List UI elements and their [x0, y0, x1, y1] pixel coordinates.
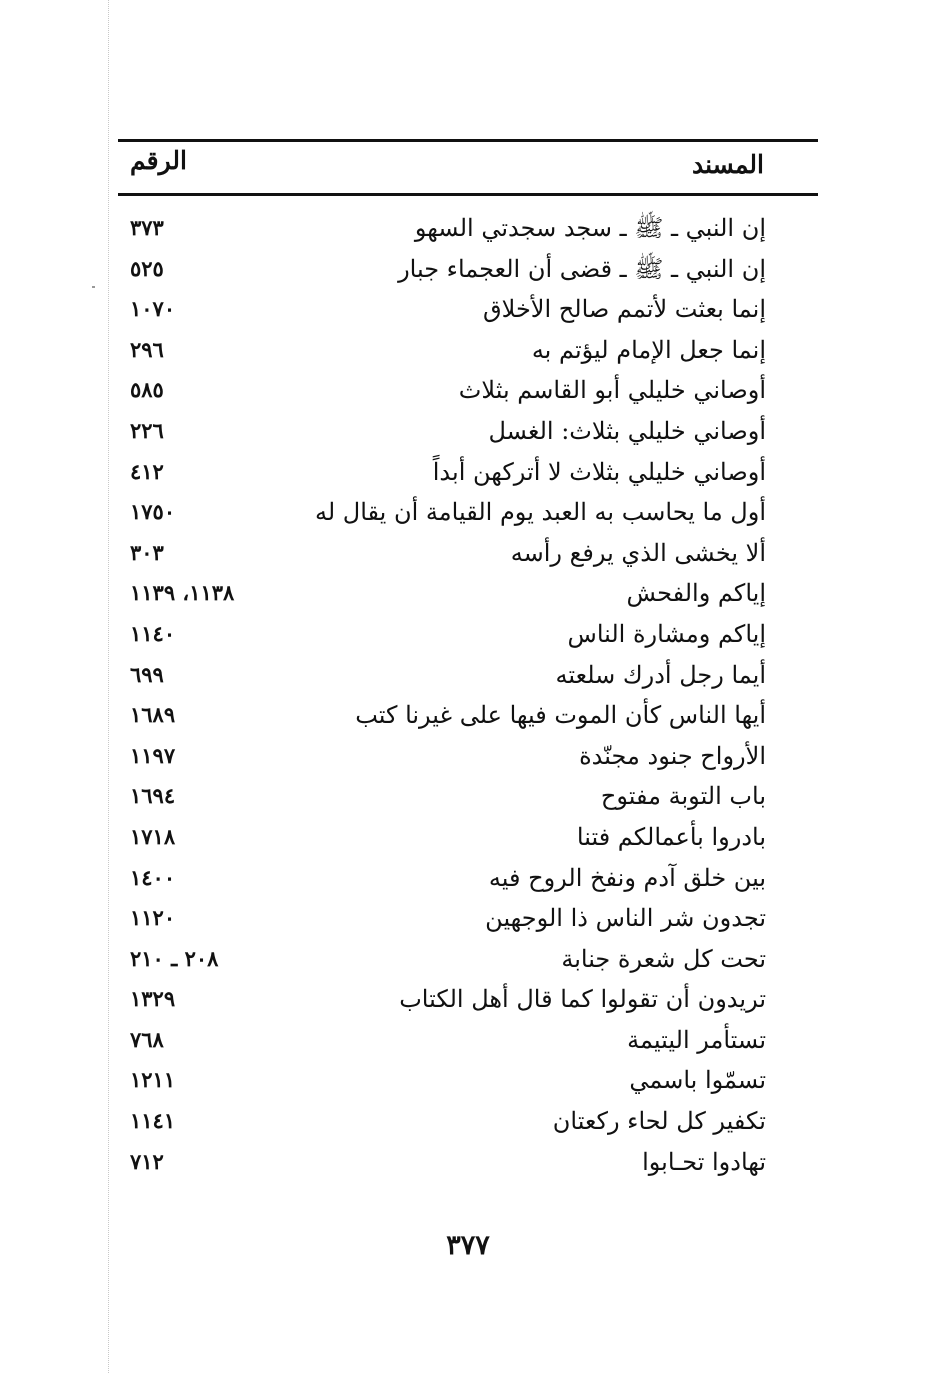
- hadith-text: إن النبي ـ ﷺ ـ سجد سجدتي السهو: [414, 214, 766, 242]
- index-entry: [118, 1142, 768, 1183]
- table-header: [118, 146, 768, 188]
- index-entry: [118, 492, 768, 533]
- hadith-number: ٥٨٥: [130, 377, 164, 403]
- index-entry: [118, 1020, 768, 1061]
- hadith-text: تجدون شر الناس ذا الوجهين: [485, 904, 766, 933]
- header-bottom-rule: [118, 193, 818, 196]
- hadith-number: ١١٤١: [130, 1108, 176, 1134]
- hadith-text: ألا يخشى الذي يرفع رأسه: [510, 538, 766, 567]
- hadith-text: إياكم ومشارة الناس: [567, 619, 766, 648]
- hadith-text: أوصاني خليلي بثلاث لا أتركهن أبداً: [432, 457, 766, 486]
- hadith-text: تكفير كل لحاء ركعتان: [552, 1107, 766, 1136]
- hadith-text: أوصاني خليلي أبو القاسم بثلاث: [458, 376, 766, 405]
- hadith-number: ١٧٥٠: [130, 499, 176, 525]
- index-entry: [118, 411, 768, 452]
- hadith-text: الأرواح جنود مجنّدة: [579, 741, 766, 770]
- scan-speck: [92, 286, 95, 288]
- hadith-number: ٤١٢: [130, 458, 164, 484]
- hadith-number: ١٢١١: [130, 1067, 176, 1093]
- index-list: [118, 208, 768, 1182]
- hadith-number: ٧١٢: [130, 1148, 164, 1174]
- hadith-text: إياكم والفحش: [626, 579, 766, 608]
- index-entry: [118, 452, 768, 493]
- hadith-text: إنما بعثت لأتمم صالح الأخلاق: [483, 295, 766, 324]
- hadith-number: ١١٩٧: [130, 742, 176, 768]
- index-entry: [118, 249, 768, 290]
- hadith-text: تحت كل شعرة جنابة: [561, 944, 766, 973]
- hadith-number: ١٦٩٤: [130, 783, 176, 809]
- index-entry: [118, 370, 768, 411]
- index-entry: [118, 817, 768, 858]
- index-entry: [118, 614, 768, 655]
- hadith-number: ٥٢٥: [130, 255, 164, 281]
- header-top-rule: [118, 139, 818, 142]
- musnad-column-heading: المسند: [692, 150, 764, 179]
- hadith-text: تريدون أن تقولوا كما قال أهل الكتاب: [399, 985, 766, 1014]
- hadith-text: إن النبي ـ ﷺ ـ قضى أن العجماء جبار: [398, 254, 766, 283]
- hadith-text: أيما رجل أدرك سلعته: [555, 660, 766, 689]
- index-entry: [118, 573, 768, 614]
- hadith-text: أول ما يحاسب به العبد يوم القيامة أن يقال له: [314, 498, 766, 527]
- hadith-number: ٢٠٨ ـ ٢١٠: [130, 945, 219, 971]
- index-entry: [118, 736, 768, 777]
- number-column-heading: الرقم: [130, 146, 187, 175]
- hadith-number: ١٣٢٩: [130, 986, 176, 1012]
- hadith-text: تهادوا تحـابوا: [642, 1147, 766, 1176]
- hadith-number: ١١٤٠: [130, 620, 176, 646]
- hadith-number: ٢٢٦: [130, 417, 164, 443]
- hadith-number: ١١٣٨، ١١٣٩: [130, 580, 235, 606]
- index-entry: [118, 776, 768, 817]
- hadith-number: ٦٩٩: [130, 661, 164, 687]
- hadith-text: بين خلق آدم ونفخ الروح فيه: [488, 863, 766, 892]
- index-entry: [118, 289, 768, 330]
- hadith-number: ١٧١٨: [130, 823, 176, 849]
- hadith-text: أوصاني خليلي بثلاث: الغسل: [488, 416, 766, 445]
- page-number: ٣٧٧: [446, 1230, 490, 1261]
- hadith-number: ٣٠٣: [130, 539, 164, 565]
- hadith-number: ٢٩٦: [130, 336, 164, 362]
- hadith-number: ٧٦٨: [130, 1026, 164, 1052]
- hadith-text: تسمّوا باسمي: [629, 1066, 766, 1095]
- index-entry: [118, 655, 768, 696]
- index-entry: [118, 979, 768, 1020]
- hadith-text: باب التوبة مفتوح: [600, 782, 766, 811]
- hadith-text: أيها الناس كأن الموت فيها على غيرنا كتب: [355, 701, 766, 730]
- index-entry: [118, 208, 768, 249]
- index-entry: [118, 1060, 768, 1101]
- hadith-number: ٣٧٣: [130, 215, 164, 240]
- index-entry: [118, 858, 768, 899]
- index-entry: [118, 330, 768, 371]
- hadith-number: ١١٢٠: [130, 905, 176, 931]
- index-entry: [118, 533, 768, 574]
- hadith-text: إنما جعل الإمام ليؤتم به: [531, 335, 766, 364]
- index-entry: [118, 695, 768, 736]
- hadith-number: ١٦٨٩: [130, 702, 176, 728]
- hadith-number: ١٠٧٠: [130, 296, 176, 322]
- index-entry: [118, 898, 768, 939]
- binding-edge: [108, 0, 109, 1373]
- hadith-text: تستأمر اليتيمة: [627, 1025, 766, 1054]
- index-entry: [118, 939, 768, 980]
- hadith-text: بادروا بأعمالكم فتنا: [576, 822, 766, 851]
- hadith-number: ١٤٠٠: [130, 864, 176, 890]
- index-entry: [118, 1101, 768, 1142]
